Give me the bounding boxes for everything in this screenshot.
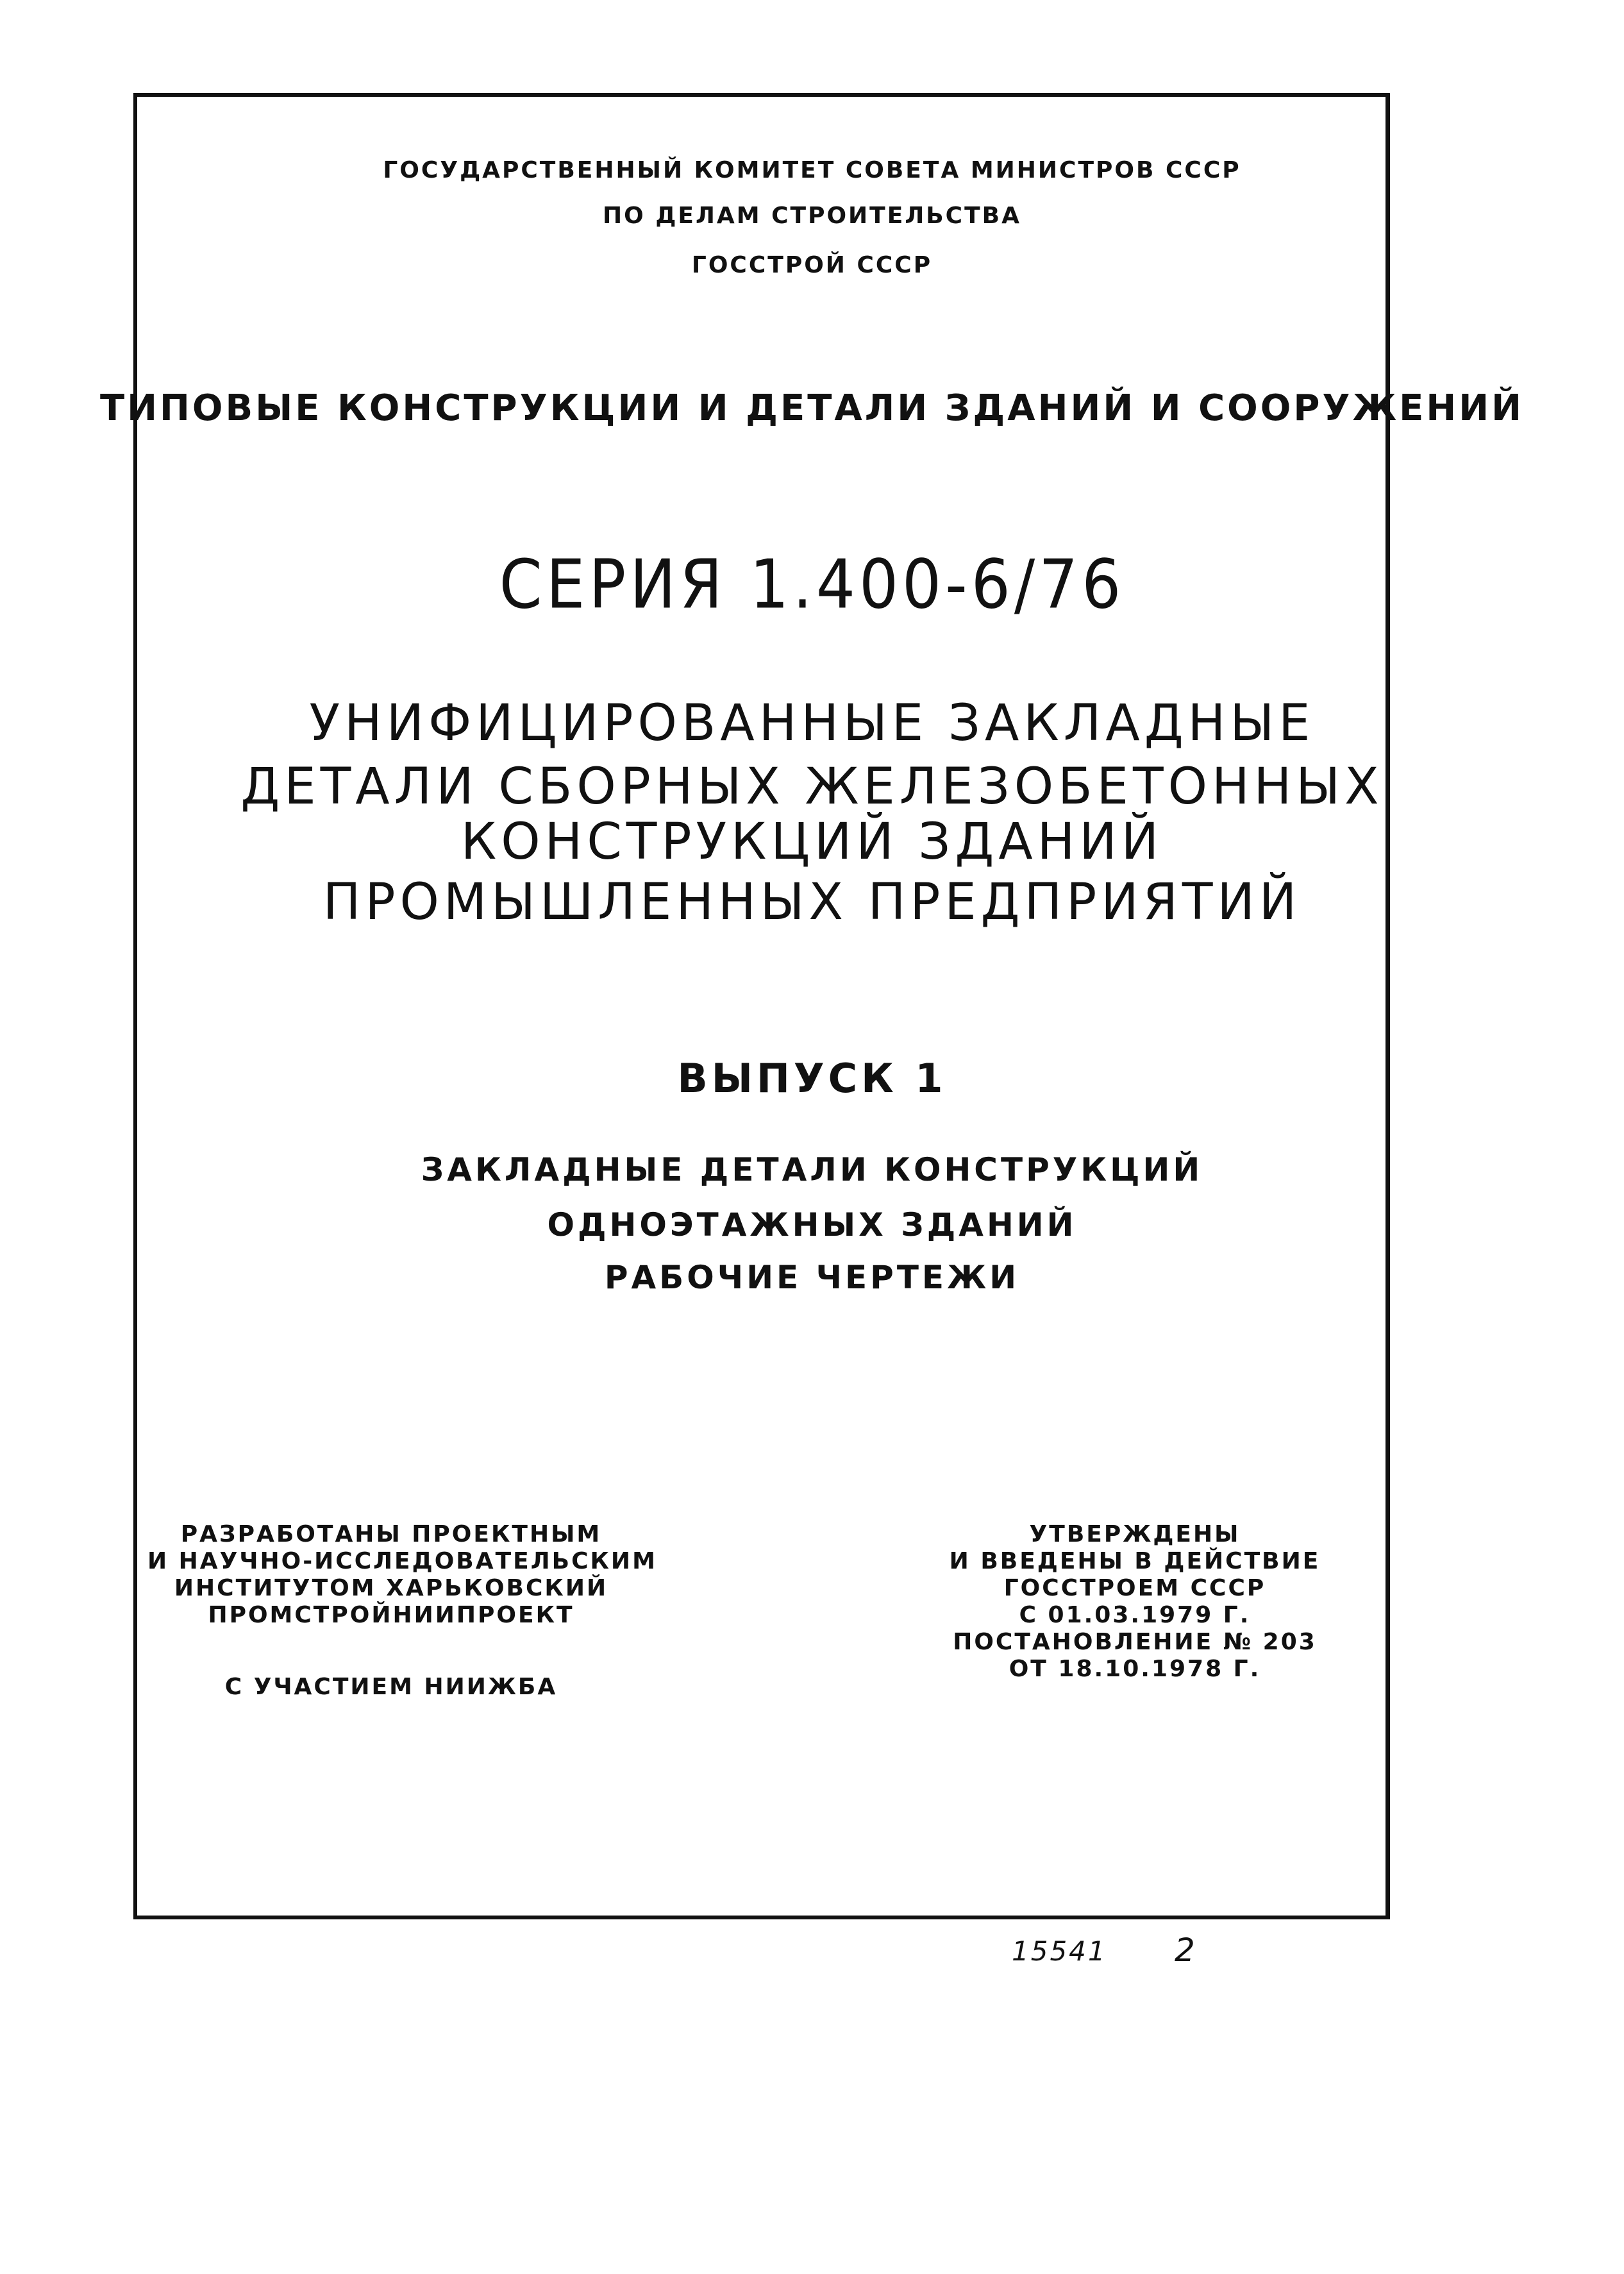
approval-line-3: ГОССТРОЕМ СССР	[1003, 1575, 1266, 1601]
subtitle-line-2: ОДНОЭТАЖНЫХ ЗДАНИЙ	[547, 1206, 1077, 1243]
page-number: 2	[1175, 1932, 1197, 1969]
developed-by-line-3: ИНСТИТУТОМ ХАРЬКОВСКИЙ	[174, 1575, 608, 1601]
issue-number: ВЫПУСК 1	[677, 1055, 947, 1102]
approval-line-2: И ВВЕДЕНЫ В ДЕЙСТВИЕ	[949, 1548, 1321, 1574]
approval-line-4: С 01.03.1979 Г.	[1019, 1602, 1251, 1628]
approval-line-6: ОТ 18.10.1978 Г.	[1009, 1656, 1261, 1682]
developed-by-line-4: ПРОМСТРОЙНИИПРОЕКТ	[208, 1602, 574, 1628]
agency-line-1: ГОСУДАРСТВЕННЫЙ КОМИТЕТ СОВЕТА МИНИСТРОВ СССР	[383, 157, 1241, 183]
general-title: ТИПОВЫЕ КОНСТРУКЦИИ И ДЕТАЛИ ЗДАНИЙ И СООРУЖЕНИЙ	[99, 387, 1524, 429]
developed-by-block	[147, 1521, 657, 1701]
subtitle-line-1: ЗАКЛАДНЫЕ ДЕТАЛИ КОНСТРУКЦИЙ	[421, 1151, 1203, 1188]
series-title: СЕРИЯ 1.400-6/76	[499, 544, 1125, 624]
agency-line-3: ГОССТРОЙ СССР	[691, 252, 933, 278]
developed-by-line-1: РАЗРАБОТАНЫ ПРОЕКТНЫМ	[180, 1521, 602, 1547]
agency-line-2: ПО ДЕЛАМ СТРОИТЕЛЬСТВА	[603, 203, 1021, 229]
document-title-line-4: ПРОМЫШЛЕННЫХ ПРЕДПРИЯТИЙ	[322, 873, 1302, 931]
document-title-line-3: КОНСТРУКЦИЙ ЗДАНИЙ	[460, 813, 1164, 871]
developed-by-line-2: И НАУЧНО-ИССЛЕДОВАТЕЛЬСКИМ	[147, 1548, 657, 1574]
document-title-line-2: ДЕТАЛИ СБОРНЫХ ЖЕЛЕЗОБЕТОННЫХ	[240, 758, 1384, 816]
document-title-line-1: УНИФИЦИРОВАННЫЕ ЗАКЛАДНЫЕ	[309, 695, 1315, 752]
subtitle-line-3: РАБОЧИЕ ЧЕРТЕЖИ	[604, 1259, 1020, 1296]
approval-line-1: УТВЕРЖДЕНЫ	[1029, 1521, 1241, 1547]
approval-block	[923, 1521, 1346, 1683]
approval-line-5: ПОСТАНОВЛЕНИЕ № 203	[953, 1629, 1317, 1655]
inventory-number: 15541	[1012, 1935, 1107, 1967]
participation-line: С УЧАСТИЕМ НИИЖБА	[224, 1674, 558, 1700]
